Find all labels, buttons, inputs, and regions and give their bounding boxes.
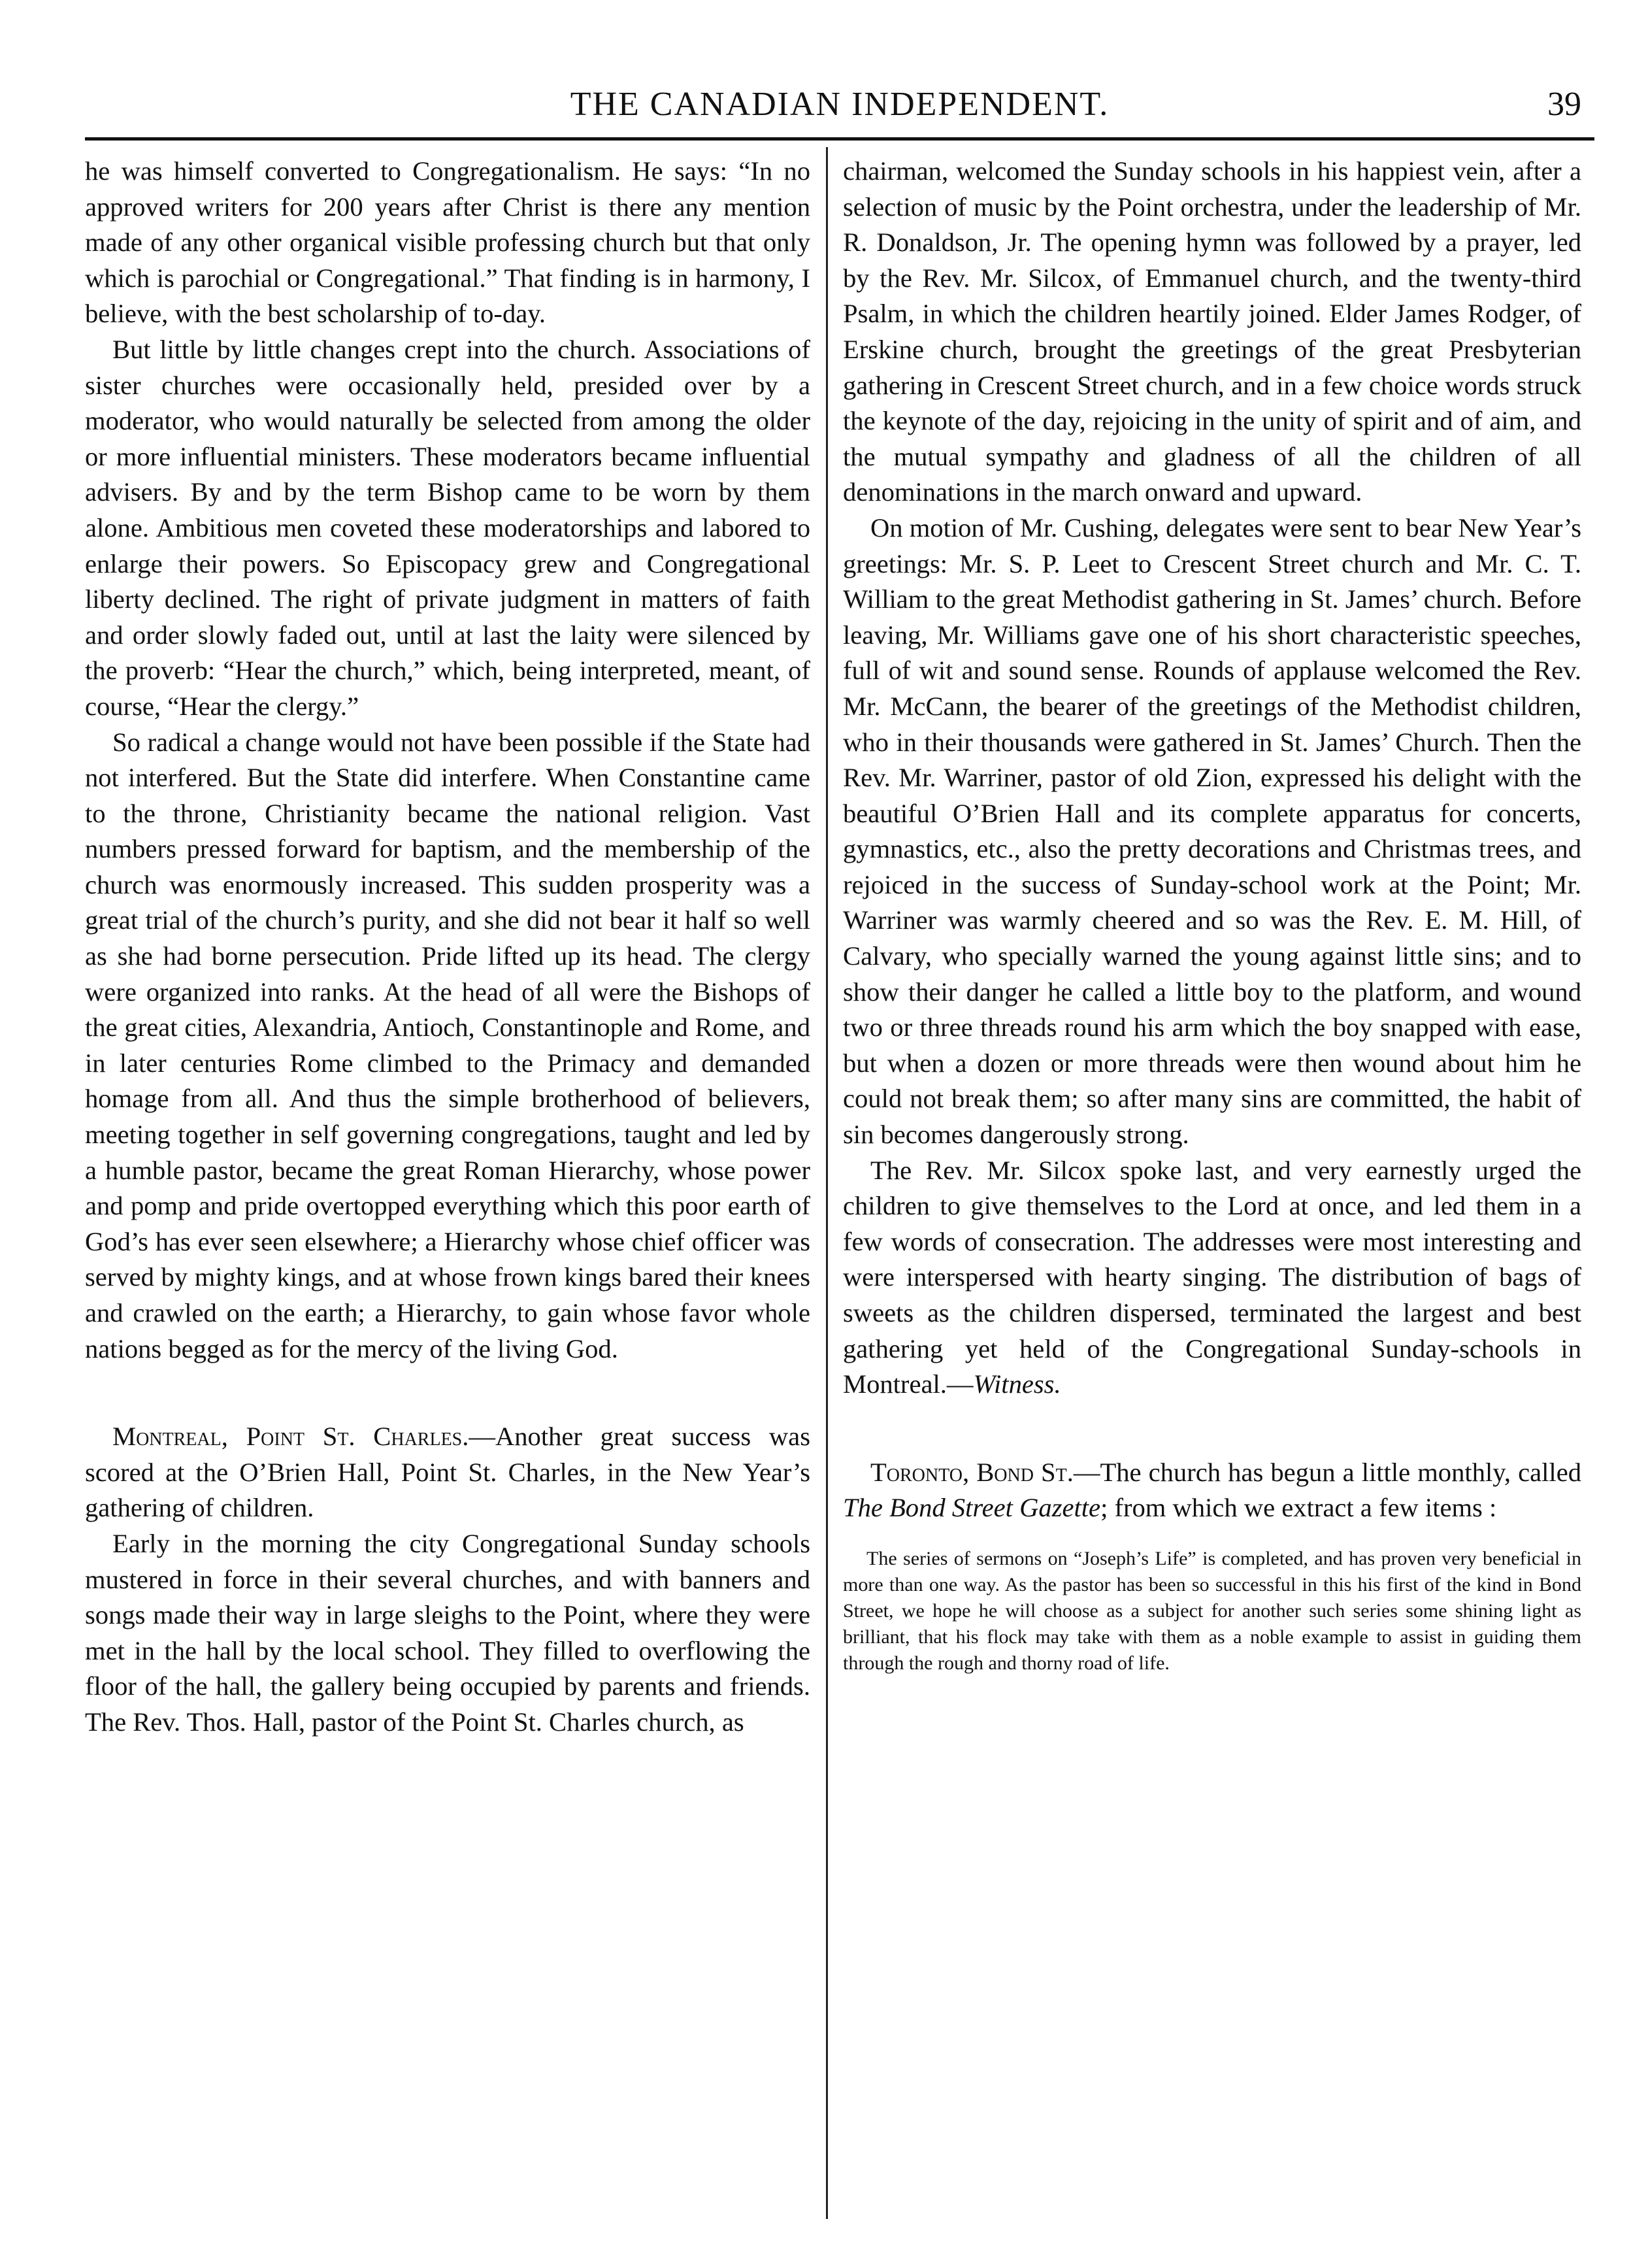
paragraph: On motion of Mr. Cushing, delegates were sent to bear New Year’s greetings: Mr. S. P. Leet to Crescent Street church and Mr. C. T. William to the great Methodist gathering in St. James’ church. Before leaving, Mr. Williams gave one of his short characteristic speeches, full of wit and sound sense. Rounds of applause welcomed the Rev. Mr. McCann, the bearer of the greetings of the Methodist children, who in their thousands were gathered in St. James’ Church. Then the Rev. Mr. Warriner, pastor of old Zion, expressed his delight with the beautiful O’Brien Hall and its complete apparatus for concerts, gymnastics, etc., also the pretty decorations and Christmas trees, and rejoiced in the success of Sunday-school work at the Point; Mr. Warriner was warmly cheered and so was the Rev. E. M. Hill, of Calvary, who specially warned the young against little sins; and to show their danger he called a little boy to the platform, and wound two or three threads round his arm which the boy snapped with ease, but when a dozen or more threads were then wound about him he could not break them; so after many sins are committed, the habit of sin becomes dangerously strong. [843, 512, 1581, 1150]
montreal-article-lead [85, 1419, 810, 1526]
source-attribution: Witness. [973, 1369, 1061, 1399]
left-column [85, 154, 810, 1741]
right-column [843, 154, 1581, 1676]
paragraph: Early in the morning the city Congregational Sunday schools mustered in force in their several churches, and with banners and songs made their way in large sleighs to the Point, where they were met in the hall by the local school. They filled to overflowing the floor of the hall, the gallery being occupied by parents and friends. The Rev. Thos. Hall, pastor of the Point St. Charles church, as [85, 1528, 810, 1737]
article-text: —Another great success was scored at the O’Brien Hall, Point St. Charles, in the New Year’s gathering of children. [85, 1422, 810, 1523]
paragraph: But little by little changes crept into the church. Associations of sister churches were occasionally held, presided over by a moderator, who would naturally be selected from among the older or more influential ministers. These moderators became influential advisers. By and by the term Bishop came to be worn by them alone. Ambitious men coveted these moderatorships and labored to enlarge their powers. So Episcopacy grew and Congregational liberty declined. The right of private judgment in matters of faith and order slowly faded out, until at last the laity were silenced by the proverb: “Hear the church,” which, being interpreted, meant, of course, “Hear the clergy.” [85, 334, 810, 721]
page-number: 39 [1547, 86, 1581, 123]
article-heading: Montreal, Point St. Charles. [112, 1422, 469, 1452]
paragraph-text: The Rev. Mr. Silcox spoke last, and very earnestly urged the children to give themselves to the Lord at once, and led them in a few words of consecration. The addresses were most interesting and were interspersed with hearty singing. The distribution of bags of sweets as the children dispersed, terminated the largest and best gathering yet held of the Congregational Sunday-schools in Montreal.— [843, 1155, 1581, 1399]
paragraph [843, 1153, 1581, 1403]
section-gap [85, 1367, 810, 1419]
quoted-extract [843, 1546, 1581, 1676]
article-text: ; from which we extract a few items : [1100, 1493, 1497, 1523]
publication-title: THE CANADIAN INDEPENDENT. [570, 86, 1110, 123]
article-heading: Toronto, Bond St. [870, 1457, 1074, 1487]
section-gap [843, 1403, 1581, 1455]
paragraph: he was himself converted to Congregationalism. He says: “In no approved writers for 200 years after Christ is there any mention made of any other organical visible professing church but that only which is parochial or Congregational.” That finding is in harmony, I believe, with the best scholarship of to-day. [85, 156, 810, 329]
column-divider [826, 147, 828, 2219]
gazette-title: The Bond Street Gazette [843, 1493, 1101, 1523]
header-rule [85, 137, 1594, 141]
article-text: —The church has begun a little monthly, called [1073, 1457, 1581, 1487]
page-header [85, 72, 1594, 137]
paragraph: So radical a change would not have been possible if the State had not interfered. But the State did interfere. When Constantine came to the throne, Christianity became the national religion. Vast numbers pressed forward for baptism, and the membership of the church was enormously increased. This sudden prosperity was a great trial of the church’s purity, and she did not bear it half so well as she had borne persecution. Pride lifted up its head. The clergy were organized into ranks. At the head of all were the Bishops of the great cities, Alexandria, Antioch, Constantinople and Rome, and in later centuries Rome climbed to the Primacy and demanded homage from all. And thus the simple brotherhood of believers, meeting together in self governing congregations, taught and led by a humble pastor, became the great Roman Hierarchy, whose power and pomp and pride overtopped everything which this poor earth of God’s has ever seen elsewhere; a Hierarchy whose chief officer was served by mighty kings, and at whose frown kings bared their knees and crawled on the earth; a Hierarchy, to gain whose favor whole nations begged as for the mercy of the living God. [85, 727, 810, 1363]
paragraph: chairman, welcomed the Sunday schools in his happiest vein, after a selection of music by the Point orchestra, under the leadership of Mr. R. Donaldson, Jr. The opening hymn was followed by a prayer, led by the Rev. Mr. Silcox, of Emmanuel church, and the twenty-third Psalm, in which the children heartily joined. Elder James Rodger, of Erskine church, brought the greetings of the great Presbyterian gathering in Crescent Street church, and in a few choice words struck the keynote of the day, rejoicing in the unity of spirit and of aim, and the mutual sympathy and gladness of all the children of all denominations in the march onward and upward. [843, 156, 1581, 507]
quoted-paragraph: The series of sermons on “Joseph’s Life” is completed, and has proven very beneficial in more than one way. As the pastor has been so successful in this his first of the kind in Bond Street, we hope he will choose as a subject for another such series some shining light as brilliant, that his flock may take with them as a noble example to assist in guiding them through the rough and thorny road of life. [843, 1547, 1581, 1674]
toronto-article-lead [843, 1455, 1581, 1526]
